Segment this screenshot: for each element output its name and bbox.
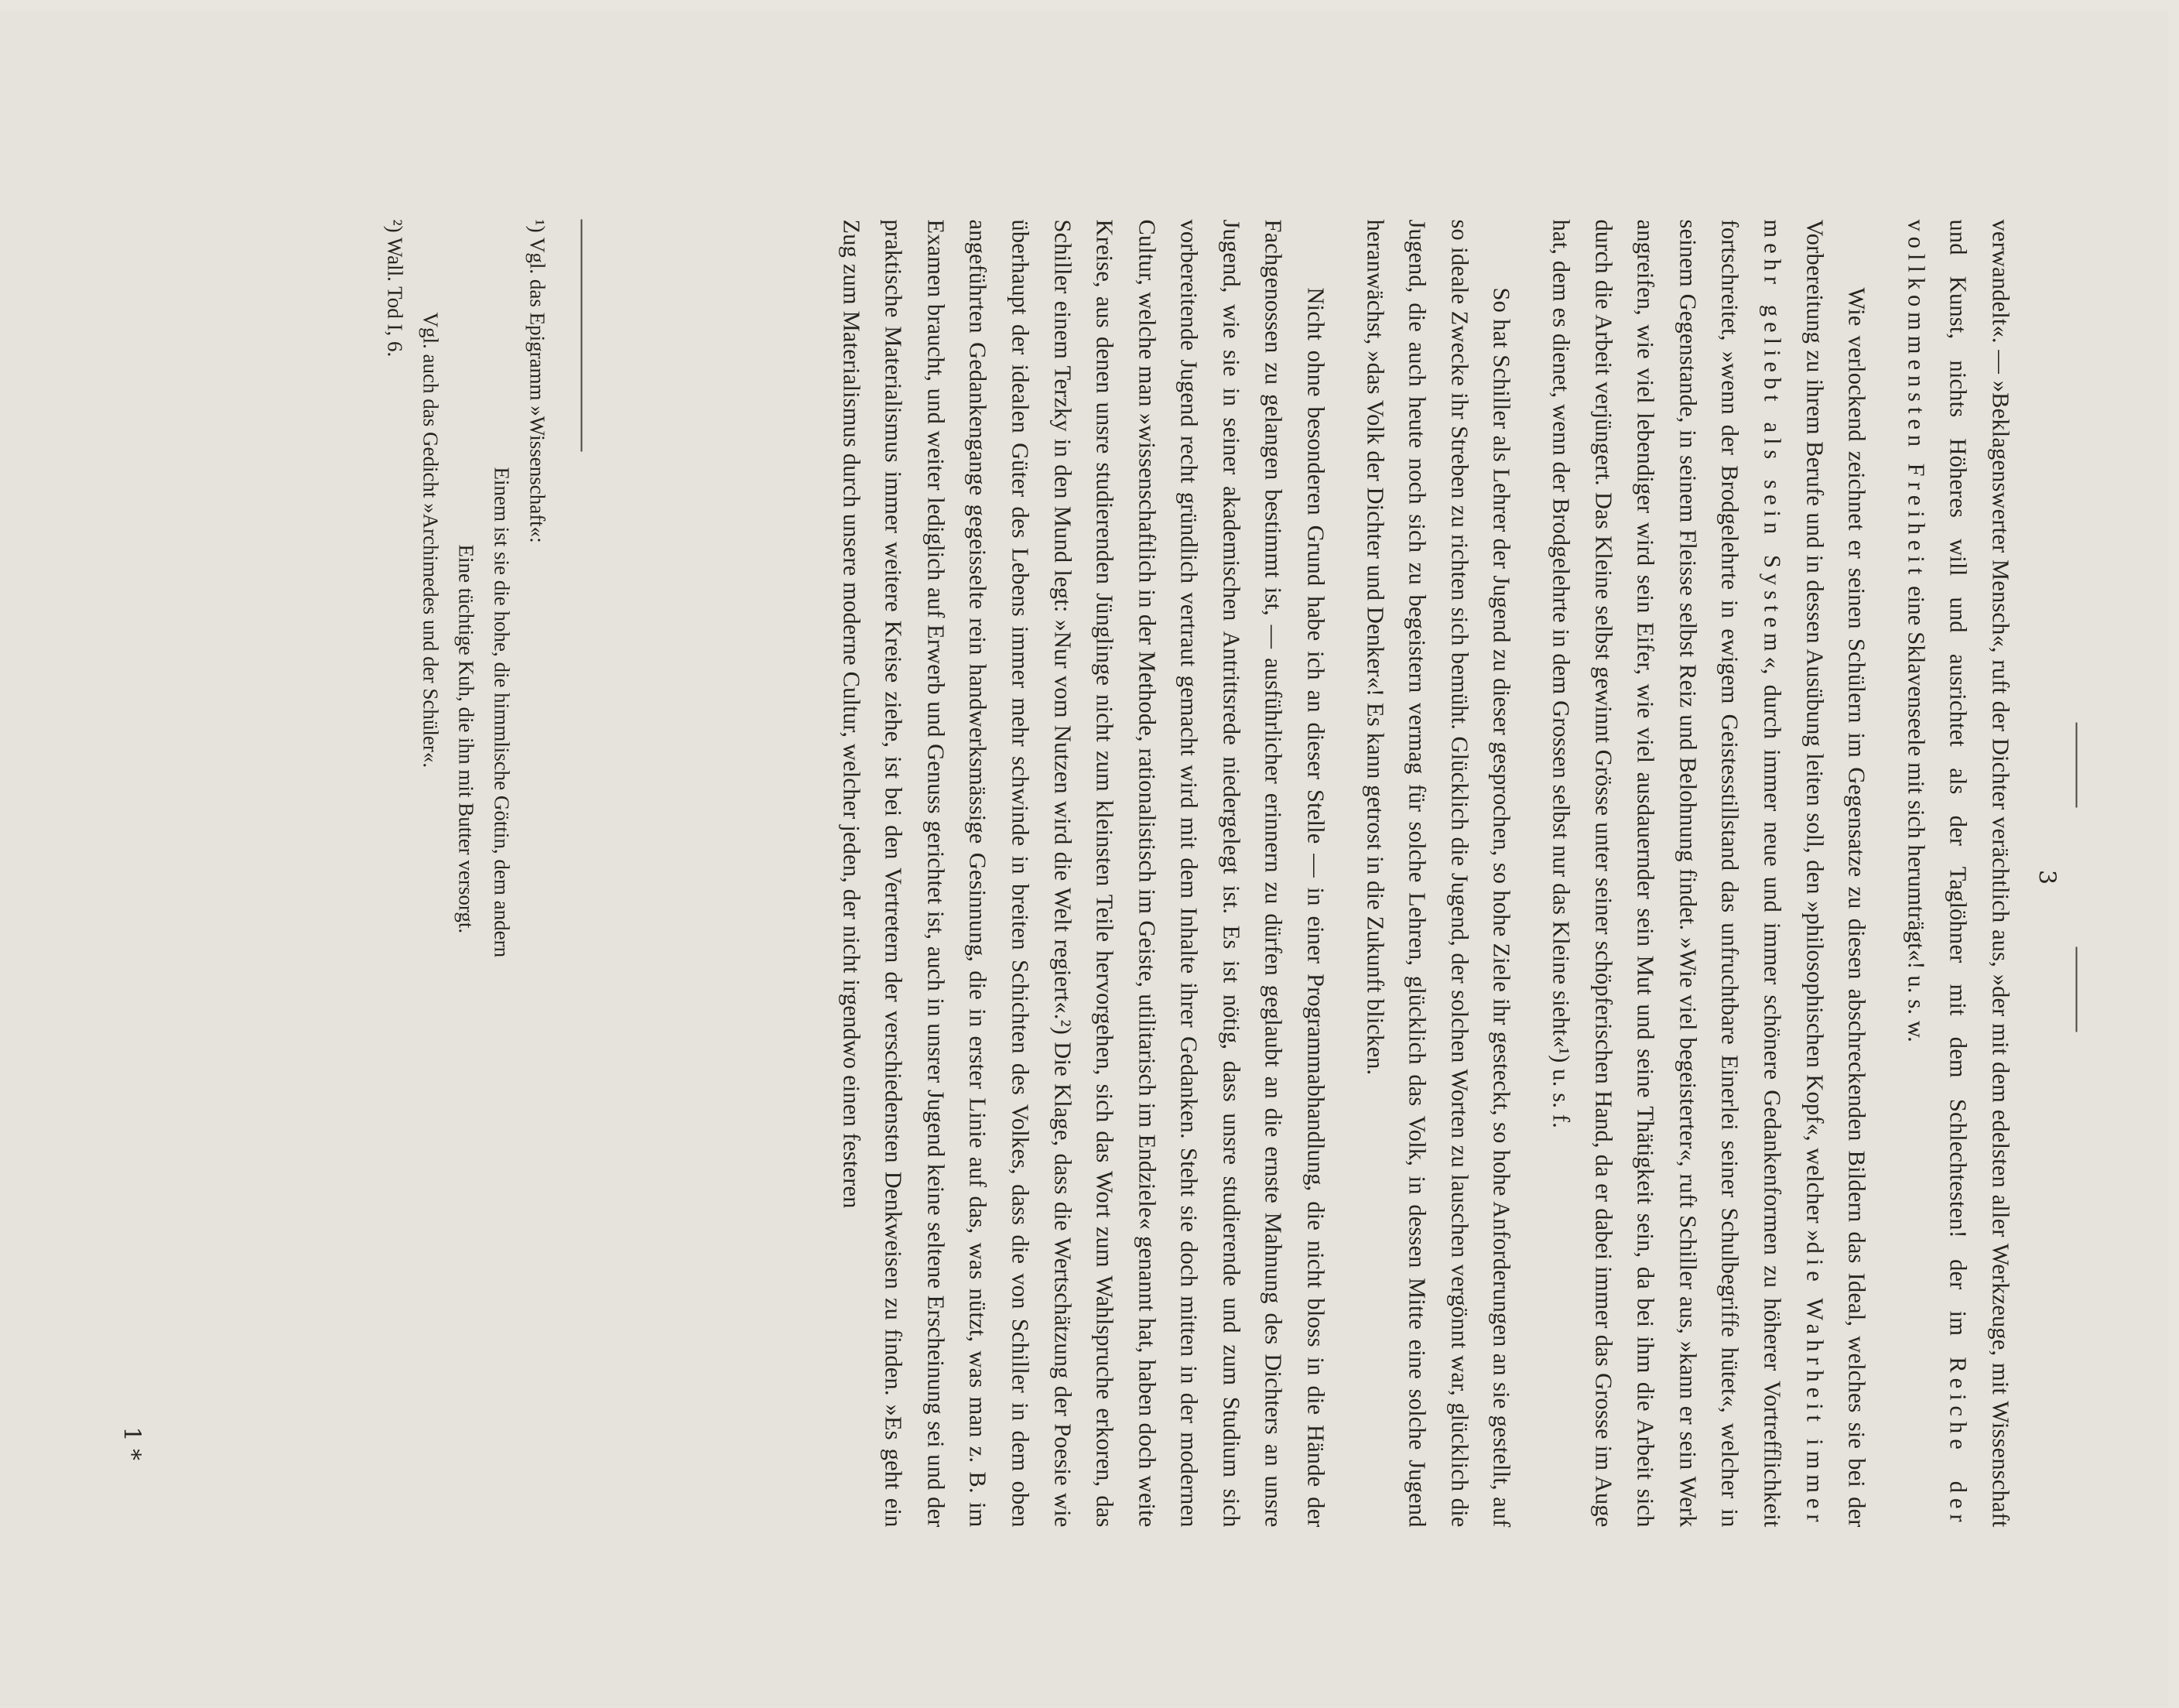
paragraph-4 [830,220,1336,1528]
sheet-signature: 1 * [118,1426,145,1461]
page-number: 3 [2033,869,2061,885]
footnote-1-line-2: Einem ist sie die hohe, die himmlische Göttin, dem andern [490,467,514,958]
header-rule-left [2076,723,2078,808]
text-run: Wie verlockend zeichnet er seinen Schülern im Gegensatze zu diesen abschreckenden Bildern das Ideal, welches sie bei der Vorbereitung zu ihrem Berufe und in dessen Ausübung leiten soll, den »philosophischen Kopf«, welcher » [1801,219,1870,1528]
paragraph-2 [1540,220,1878,1528]
body-text [830,220,2021,1528]
paragraph-1 [1895,220,2022,1528]
rotated-page [0,11,2169,1708]
text-run: verwandelt«. — »Beklagenswerter Mensch«, ruft der Dichter verächtlich aus, »der mit dem edelsten aller Werkzeuge, mit Wissenschaft und Kunst, nichts Höheres will und ausrichtet als der Taglöhner mit dem Schlechtesten! der im [1945,219,2014,1528]
footnote-2-line-1: ²) Wall. Tod I, 6. [383,219,407,358]
footnote-1-line-4: Vgl. auch das Gedicht »Archimedes und der Schüler«. [419,312,443,768]
footnote-divider [581,220,583,452]
text-run: eine Sklavenseele mit sich herumträgt«! u. s. w. [1903,580,1930,1042]
footnote-1-line-1: ¹) Vgl. das Epigramm »Wissenschaft«: [525,219,549,543]
header-rule-right [2076,947,2078,1032]
spaced-emphasis: die Wahrheit immer mehr geliebt als sein System [1759,219,1828,1528]
footnotes [378,220,556,1528]
text-run: Nicht ohne besonderen Grund habe ich an dieser Stelle — in einer Programmabhandlung, die nicht bloss in die Hände der Fachgenossen zu gelangen bestimmt ist, — ausführlicher erinnern zu dürfen geglaubt an die ernste Mahnung des Dichters an unsre Jugend, wie sie in seiner akademischen Antrittsrede niedergelegt ist. Es ist nötig, dass unsre studierende und zum Studium sich vorbereitende Jugend recht gründlich vertraut gemacht wird mit dem Inhalte ihrer Gedanken. Steht sie doch mitten in der modernen Cultur, welche man »wissenschaftlich in der Methode, rationalistisch im Geiste, utilitarisch im Endziele« genannt hat, haben doch weite Kreise, aus denen unsre studierenden Jünglinge nicht zum kleinsten Teile hervorgehen, sich das Wort zum Wahlspruche erkoren, das Schiller einem Terzky in den Mund legt: »Nur vom Nutzen wird die Welt regiert«.²) Die Klage, dass die Wertschätzung der Poesie wie überhaupt der idealen Güter des Lebens immer mehr schwinde in breiten Schichten des Volkes, dass die von Schiller in dem oben angeführten Gedankengange gegeisselte rein handwerksmässige Gesinnung, die in erster Linie auf das, was nützt, was man z. B. im Examen braucht, und weiter lediglich auf Erwerb und Genuss gerichtet ist, auch in unsrer Jugend keine seltene Erscheinung sei und der praktische Materialismus immer weitere Kreise ziehe, ist bei den Vertretern der verschiedensten Denkweisen zu finden. »Es geht ein Zug zum Materialismus durch unsere moderne Cultur, welcher jeden, der nicht irgendwo einen festeren [838,219,1329,1528]
text-run: So hat Schiller als Lehrer der Jugend zu dieser gesprochen, so hohe Ziele ihr gesteckt, so hohe Anforderungen an sie gestellt, auf so ideale Zwecke ihr Streben zu richten sich bemüht. Glücklich die Jugend, der solchen Worten zu lauschen vergönnt war, glücklich die Jugend, die auch heute noch sich zu begeistern vermag für solche Lehren, glücklich das Volk, in dessen Mitte eine solche Jugend heranwächst, »das Volk der Dichter und Denker«! Es kann getrost in die Zukunft blicken. [1362,219,1515,1528]
spaced-emphasis: Reiche der vollkommensten Freiheit [1903,219,1972,1528]
footnote-1-line-3: Eine tüchtige Kuh, die ihn mit Butter versorgt. [454,544,478,934]
text-run: «, durch immer neue und immer schönere Gedankenformen zu höherer Vortrefflichkeit fortschreitet, »wenn der Brodgelehrte in ewigem Geistesstillstand das unfruchtbare Einerlei seiner Schulbegriffe hütet«, welcher in seinem Gegenstande, in seinem Fleisse selbst Reiz und Belohnung findet. »Wie viel begeisterter«, ruft Schiller aus, »kann er sein Werk angreifen, wie viel lebendiger wird sein Eifer, wie viel ausdauernder sein Mut und seine Thätigkeit sein, da bei ihm die Arbeit sich durch die Arbeit verjüngert. Das Kleine selbst gewinnt Grösse unter seiner schöpferischen Hand, da er dabei immer das Grosse im Auge hat, dem es dienet, wenn der Brodgelehrte in dem Grossen selbst nur das Kleine sieht«¹) u. s. f. [1548,219,1786,1528]
paragraph-3 [1354,220,1523,1528]
